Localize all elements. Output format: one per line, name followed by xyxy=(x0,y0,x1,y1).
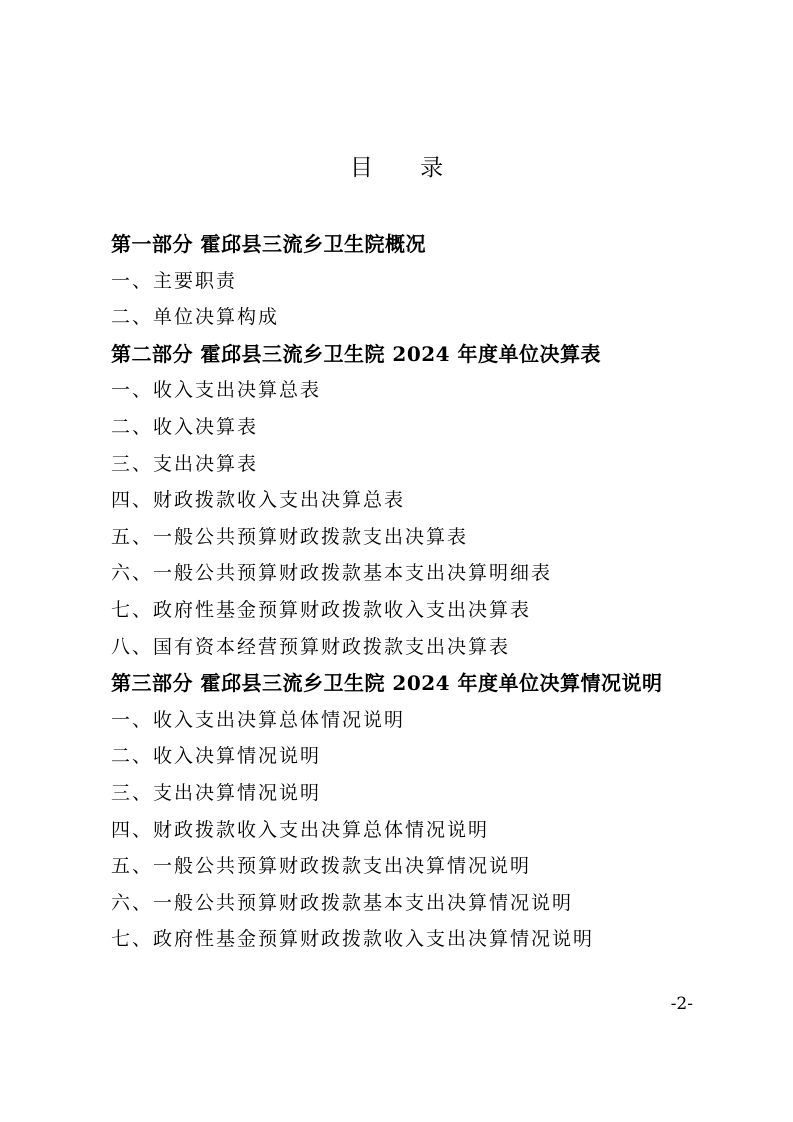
page-number: -2- xyxy=(670,994,693,1014)
toc-item: 六、一般公共预算财政拨款基本支出决算明细表 xyxy=(111,562,553,585)
toc-item: 六、一般公共预算财政拨款基本支出决算情况说明 xyxy=(111,891,574,914)
toc-part-2: 第二部分 霍邱县三流乡卫生院 2024 年度单位决算表 xyxy=(111,341,602,366)
toc-item: 一、收入支出决算总表 xyxy=(111,379,322,402)
toc-item: 七、政府性基金预算财政拨款收入支出决算情况说明 xyxy=(111,928,595,951)
toc-part-3: 第三部分 霍邱县三流乡卫生院 2024 年度单位决算情况说明 xyxy=(111,671,663,696)
toc-part-1: 第一部分 霍邱县三流乡卫生院概况 xyxy=(111,232,426,256)
toc-item: 四、财政拨款收入支出决算总体情况说明 xyxy=(111,818,490,841)
toc-item: 二、收入决算情况说明 xyxy=(111,745,322,768)
table-of-contents xyxy=(111,226,686,958)
toc-item: 八、国有资本经营预算财政拨款支出决算表 xyxy=(111,635,511,658)
toc-item: 二、收入决算表 xyxy=(111,415,259,438)
toc-item: 四、财政拨款收入支出决算总表 xyxy=(111,489,406,512)
toc-item: 一、收入支出决算总体情况说明 xyxy=(111,708,406,731)
page-title: 目 录 xyxy=(349,155,464,181)
toc-item: 一、主要职责 xyxy=(111,269,238,292)
toc-item: 五、一般公共预算财政拨款支出决算情况说明 xyxy=(111,855,532,878)
toc-item: 七、政府性基金预算财政拨款收入支出决算表 xyxy=(111,598,532,621)
toc-item: 三、支出决算表 xyxy=(111,452,259,475)
toc-item: 二、单位决算构成 xyxy=(111,306,280,329)
toc-item: 三、支出决算情况说明 xyxy=(111,781,322,804)
toc-item: 五、一般公共预算财政拨款支出决算表 xyxy=(111,525,469,548)
